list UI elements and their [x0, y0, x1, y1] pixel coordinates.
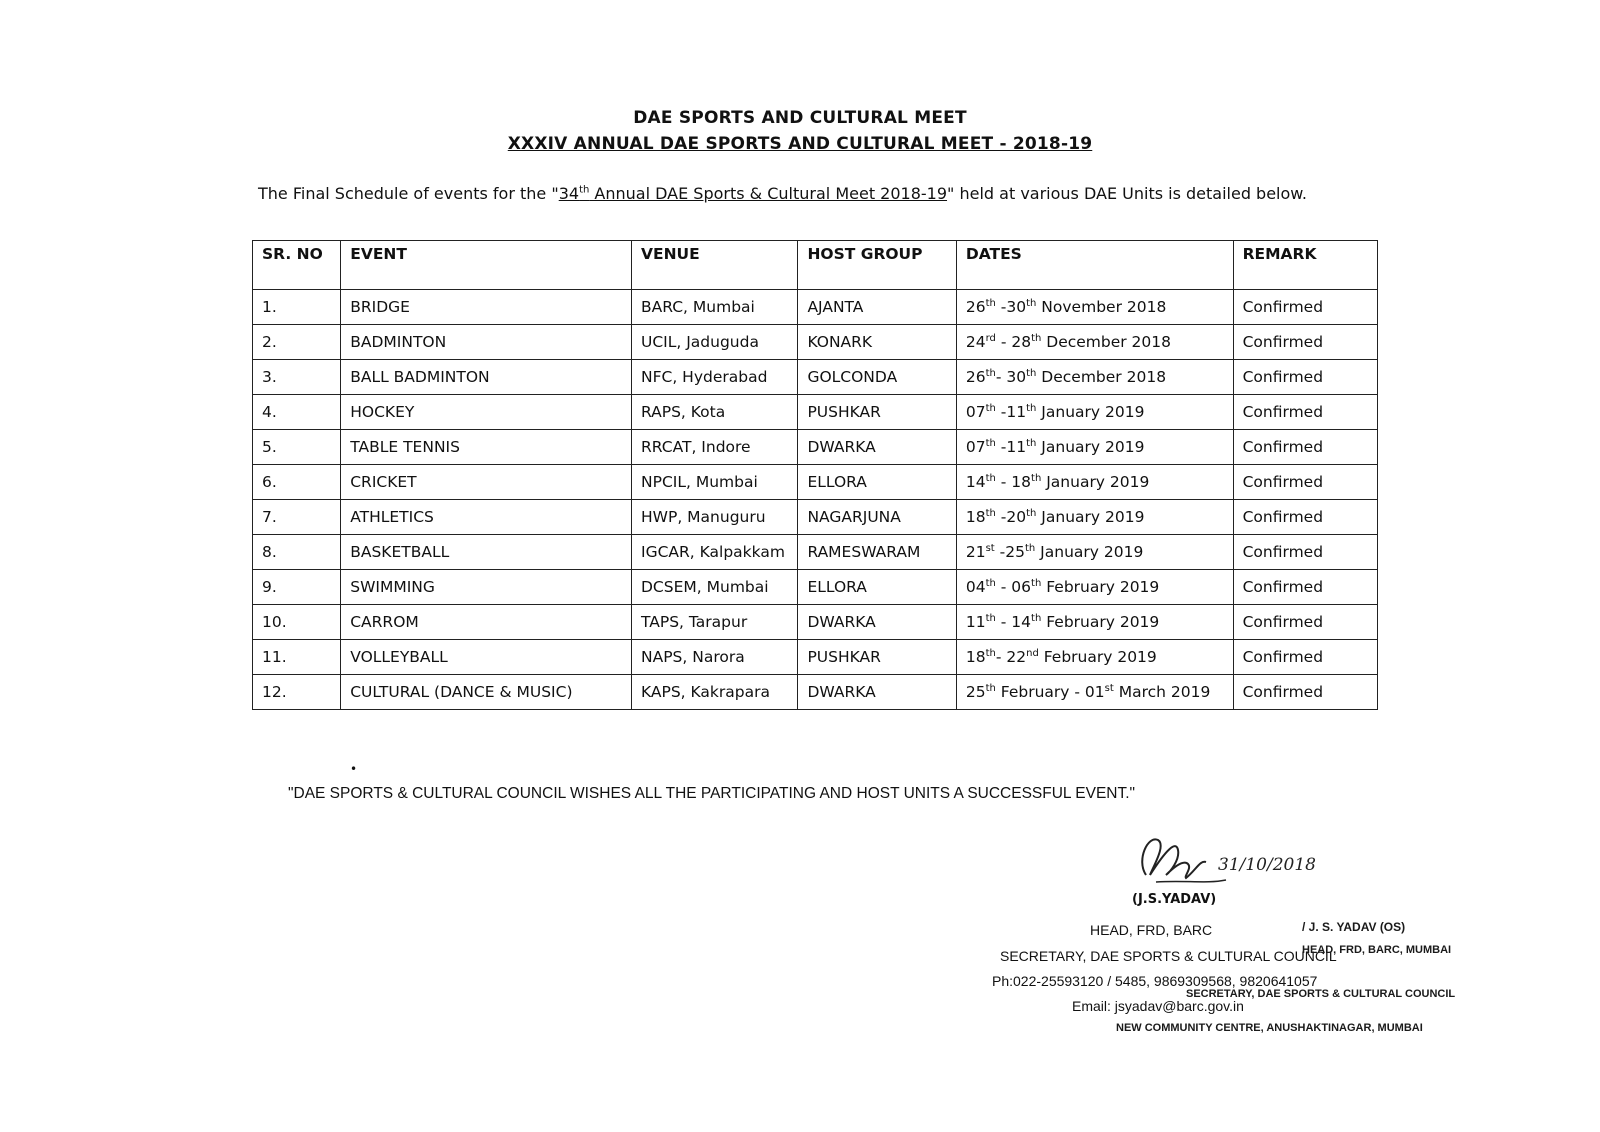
closing-wishes: "DAE SPORTS & CULTURAL COUNCIL WISHES ALL THE PARTICIPATING AND HOST UNITS A SUCCESSFUL EVENT."	[288, 785, 1136, 802]
cell-venue: BARC, Mumbai	[632, 290, 798, 325]
cell-host-group: RAMESWARAM	[798, 535, 956, 570]
date-text: - 22	[995, 648, 1027, 666]
cell-venue: IGCAR, Kalpakkam	[632, 535, 798, 570]
cell-venue: NPCIL, Mumbai	[632, 465, 798, 500]
date-text: February 2019	[1041, 578, 1160, 596]
signatory-name: (J.S.YADAV)	[1132, 892, 1217, 907]
cell-remark: Confirmed	[1233, 430, 1377, 465]
cell-remark: Confirmed	[1233, 500, 1377, 535]
date-text: December 2018	[1036, 368, 1167, 386]
cell-event: BALL BADMINTON	[341, 360, 632, 395]
date-text: 18	[965, 508, 986, 526]
cell-sr-no: 10.	[253, 605, 341, 640]
cell-venue: RAPS, Kota	[632, 395, 798, 430]
date-text: - 06	[995, 578, 1032, 596]
cell-dates	[956, 430, 1233, 465]
date-ordinal-suffix: th	[1026, 367, 1037, 379]
date-ordinal-suffix: th	[985, 507, 996, 519]
handwritten-date: 31/10/2018	[1218, 855, 1316, 875]
date-text: 18	[965, 648, 986, 666]
date-ordinal-suffix: th	[985, 472, 996, 484]
stamp-designation: HEAD, FRD, BARC, MUMBAI	[1302, 944, 1452, 956]
date-ordinal-suffix: st	[1104, 682, 1114, 694]
date-text: 11	[965, 613, 986, 631]
cell-host-group: ELLORA	[798, 570, 956, 605]
cell-dates	[956, 465, 1233, 500]
cell-sr-no: 3.	[253, 360, 341, 395]
header-venue: VENUE	[632, 241, 798, 290]
cell-event: CULTURAL (DANCE & MUSIC)	[341, 675, 632, 710]
table-row	[253, 360, 1378, 395]
cell-venue: UCIL, Jaduguda	[632, 325, 798, 360]
date-text: January 2019	[1035, 543, 1144, 561]
cell-event: CRICKET	[341, 465, 632, 500]
header-host-group: HOST GROUP	[798, 241, 956, 290]
cell-remark: Confirmed	[1233, 290, 1377, 325]
cell-sr-no: 12.	[253, 675, 341, 710]
cell-venue: NFC, Hyderabad	[632, 360, 798, 395]
cell-event: ATHLETICS	[341, 500, 632, 535]
cell-dates	[956, 500, 1233, 535]
date-ordinal-suffix: th	[1026, 297, 1037, 309]
stamp-address: NEW COMMUNITY CENTRE, ANUSHAKTINAGAR, MUMBAI	[1116, 1022, 1423, 1034]
date-text: January 2019	[1036, 438, 1145, 456]
date-text: - 28	[995, 333, 1032, 351]
date-text: February - 01	[995, 683, 1105, 701]
date-ordinal-suffix: th	[1031, 612, 1042, 624]
cell-sr-no: 2.	[253, 325, 341, 360]
date-text: -11	[995, 438, 1027, 456]
date-text: 24	[965, 333, 986, 351]
stamp-council: SECRETARY, DAE SPORTS & CULTURAL COUNCIL	[1186, 988, 1456, 1000]
date-text: -25	[994, 543, 1025, 561]
cell-dates	[956, 570, 1233, 605]
date-text: -20	[995, 508, 1027, 526]
schedule-table-body	[253, 290, 1378, 710]
document-subtitle: XXXIV ANNUAL DAE SPORTS AND CULTURAL MEET - 2018-19	[507, 134, 1093, 154]
cell-event: BRIDGE	[341, 290, 632, 325]
cell-remark: Confirmed	[1233, 535, 1377, 570]
cell-remark: Confirmed	[1233, 465, 1377, 500]
table-row	[253, 640, 1378, 675]
cell-dates	[956, 605, 1233, 640]
cell-venue: TAPS, Tarapur	[632, 605, 798, 640]
date-ordinal-suffix: th	[1026, 437, 1037, 449]
date-text: January 2019	[1041, 473, 1150, 491]
cell-sr-no: 9.	[253, 570, 341, 605]
cell-remark: Confirmed	[1233, 675, 1377, 710]
cell-host-group: GOLCONDA	[798, 360, 956, 395]
cell-host-group: DWARKA	[798, 675, 956, 710]
date-text: 07	[965, 403, 986, 421]
cell-dates	[956, 290, 1233, 325]
table-row	[253, 395, 1378, 430]
cell-sr-no: 11.	[253, 640, 341, 675]
intro-meet-number: 34	[558, 184, 580, 203]
intro-meet-rest: Annual DAE Sports & Cultural Meet 2018-19	[589, 184, 948, 203]
cell-sr-no: 5.	[253, 430, 341, 465]
date-text: 14	[965, 473, 986, 491]
date-text: December 2018	[1041, 333, 1172, 351]
cell-event: BADMINTON	[341, 325, 632, 360]
date-ordinal-suffix: th	[1031, 577, 1042, 589]
date-ordinal-suffix: th	[985, 367, 996, 379]
cell-dates	[956, 395, 1233, 430]
cell-host-group: DWARKA	[798, 430, 956, 465]
cell-event: SWIMMING	[341, 570, 632, 605]
intro-meet-name	[559, 184, 947, 203]
intro-paragraph	[258, 184, 1307, 203]
date-text: -30	[995, 298, 1027, 316]
date-ordinal-suffix: th	[985, 612, 996, 624]
cell-dates	[956, 360, 1233, 395]
cell-sr-no: 1.	[253, 290, 341, 325]
cell-sr-no: 4.	[253, 395, 341, 430]
cell-remark: Confirmed	[1233, 640, 1377, 675]
cell-event: CARROM	[341, 605, 632, 640]
cell-remark: Confirmed	[1233, 325, 1377, 360]
date-text: 07	[965, 438, 986, 456]
date-ordinal-suffix: th	[985, 682, 996, 694]
date-text: January 2019	[1036, 403, 1145, 421]
table-header-row	[253, 241, 1378, 290]
date-ordinal-suffix: st	[985, 542, 995, 554]
date-text: -11	[995, 403, 1027, 421]
header-remark: REMARK	[1233, 241, 1377, 290]
cell-remark: Confirmed	[1233, 570, 1377, 605]
header-dates: DATES	[956, 241, 1233, 290]
cell-host-group: PUSHKAR	[798, 395, 956, 430]
date-ordinal-suffix: nd	[1026, 647, 1039, 659]
cell-remark: Confirmed	[1233, 360, 1377, 395]
date-text: February 2019	[1038, 648, 1157, 666]
cell-event: HOCKEY	[341, 395, 632, 430]
date-text: 04	[965, 578, 986, 596]
table-row	[253, 430, 1378, 465]
cell-event: BASKETBALL	[341, 535, 632, 570]
table-row	[253, 535, 1378, 570]
cell-host-group: DWARKA	[798, 605, 956, 640]
date-ordinal-suffix: th	[985, 402, 996, 414]
stamp-name: / J. S. YADAV (OS)	[1302, 920, 1406, 934]
table-row	[253, 570, 1378, 605]
header-sr-no: SR. NO	[253, 241, 341, 290]
cell-venue: DCSEM, Mumbai	[632, 570, 798, 605]
cell-sr-no: 7.	[253, 500, 341, 535]
table-row	[253, 465, 1378, 500]
signatory-designation: HEAD, FRD, BARC	[1090, 922, 1213, 938]
document-title: DAE SPORTS AND CULTURAL MEET	[633, 108, 967, 128]
table-row	[253, 500, 1378, 535]
cell-host-group: ELLORA	[798, 465, 956, 500]
table-row	[253, 605, 1378, 640]
signatory-council-title: SECRETARY, DAE SPORTS & CULTURAL COUNCIL	[1000, 948, 1337, 964]
table-row	[253, 290, 1378, 325]
cell-event: VOLLEYBALL	[341, 640, 632, 675]
cell-host-group: AJANTA	[798, 290, 956, 325]
pen-mark: •	[350, 762, 358, 776]
date-ordinal-suffix: rd	[985, 332, 996, 344]
signatory-email: Email: jsyadav@barc.gov.in	[1072, 998, 1244, 1014]
cell-venue: HWP, Manuguru	[632, 500, 798, 535]
date-text: 21	[965, 543, 986, 561]
date-ordinal-suffix: th	[1031, 472, 1042, 484]
cell-remark: Confirmed	[1233, 605, 1377, 640]
date-text: - 14	[995, 613, 1032, 631]
date-ordinal-suffix: th	[1026, 507, 1037, 519]
table-row	[253, 325, 1378, 360]
date-text: January 2019	[1036, 508, 1145, 526]
date-text: February 2019	[1041, 613, 1160, 631]
date-text: 26	[965, 368, 986, 386]
cell-event: TABLE TENNIS	[341, 430, 632, 465]
cell-dates	[956, 675, 1233, 710]
handwritten-signature	[1126, 820, 1316, 900]
date-ordinal-suffix: th	[1031, 332, 1042, 344]
date-ordinal-suffix: th	[985, 297, 996, 309]
cell-dates	[956, 640, 1233, 675]
signature-block	[992, 820, 1456, 1050]
date-text: - 30	[995, 368, 1027, 386]
date-ordinal-suffix: th	[985, 647, 996, 659]
intro-text-after: " held at various DAE Units is detailed below.	[947, 184, 1307, 203]
date-ordinal-suffix: th	[1026, 402, 1037, 414]
cell-venue: RRCAT, Indore	[632, 430, 798, 465]
date-ordinal-suffix: th	[1024, 542, 1036, 554]
intro-meet-suffix: th	[579, 184, 590, 196]
cell-host-group: PUSHKAR	[798, 640, 956, 675]
date-text: 25	[965, 683, 986, 701]
cell-host-group: NAGARJUNA	[798, 500, 956, 535]
signatory-phone: Ph:022-25593120 / 5485, 9869309568, 9820641057	[992, 973, 1318, 989]
cell-dates	[956, 325, 1233, 360]
table-row	[253, 675, 1378, 710]
date-ordinal-suffix: th	[985, 437, 996, 449]
date-ordinal-suffix: th	[985, 577, 996, 589]
cell-sr-no: 6.	[253, 465, 341, 500]
header-event: EVENT	[341, 241, 632, 290]
schedule-table	[252, 240, 1378, 710]
date-text: 26	[965, 298, 986, 316]
date-text: November 2018	[1036, 298, 1167, 316]
cell-sr-no: 8.	[253, 535, 341, 570]
cell-dates	[956, 535, 1233, 570]
date-text: March 2019	[1113, 683, 1211, 701]
cell-venue: NAPS, Narora	[632, 640, 798, 675]
cell-remark: Confirmed	[1233, 395, 1377, 430]
intro-text-before: The Final Schedule of events for the "	[258, 184, 559, 203]
cell-host-group: KONARK	[798, 325, 956, 360]
cell-venue: KAPS, Kakrapara	[632, 675, 798, 710]
date-text: - 18	[995, 473, 1032, 491]
